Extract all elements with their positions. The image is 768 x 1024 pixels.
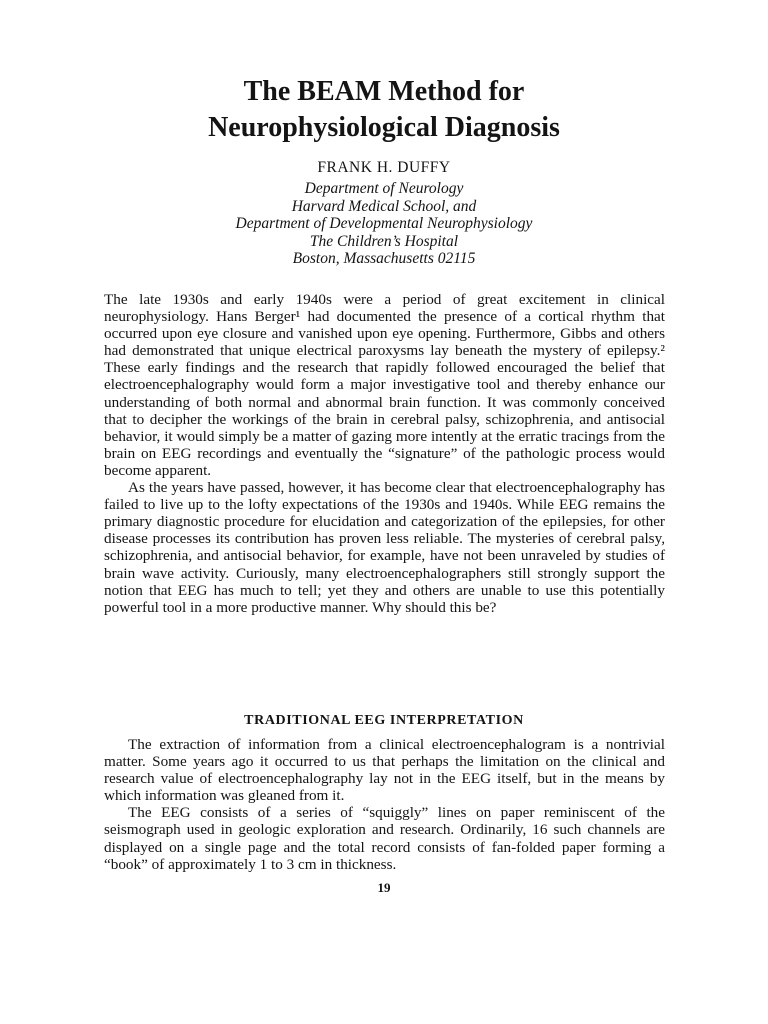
author-affiliation [0,180,768,268]
author-name: FRANK H. DUFFY [317,159,451,176]
body-paragraph: As the years have passed, however, it has become clear that electroencephalography has failed to live up to the lofty expectations of the 1930s and 1940s. While EEG remains the primary diagnostic procedure for elucidation and categorization of the epilepsies, for other disease processes its contribution has proven less reliable. The mysteries of cerebral palsy, schizophrenia, and antisocial behavior, for example, have not been unraveled by studies of brain wave activity. Curiously, many electroencephalographers still strongly support the notion that EEG has much to tell; yet they and others are unable to use this potentially powerful tool in a more productive manner. Why should this be? [104,479,665,616]
paper-title-line-2: Neurophysiological Diagnosis [208,112,560,143]
section-heading: TRADITIONAL EEG INTERPRETATION [244,712,524,728]
page-number: 19 [377,880,391,895]
section-text [104,736,665,873]
affiliation-line: Department of Neurology [304,180,464,197]
body-paragraph: The extraction of information from a clinical electroencephalogram is a nontrivial matter. Some years ago it occurred to us that perhaps the limitation on the clinical and research value of electroencephalography lay not in the EEG itself, but in the means by which information was gleaned from it. [104,736,665,805]
body-paragraph: The EEG consists of a series of “squiggly” lines on paper reminiscent of the seismograph used in geologic exploration and research. Ordinarily, 16 such channels are displayed on a single page and the total record consists of fan-folded paper forming a “book” of approximately 1 to 3 cm in thickness. [104,804,665,873]
introduction-text [104,291,665,616]
affiliation-line: Boston, Massachusetts 02115 [292,250,476,268]
affiliation-line: The Children’s Hospital [309,232,459,250]
affiliation-line: Department of Developmental Neurophysiology [235,215,533,233]
paper-title-line-1: The BEAM Method for [243,76,525,107]
body-paragraph: The late 1930s and early 1940s were a period of great excitement in clinical neurophysiology. Hans Berger¹ had documented the presence of a cortical rhythm that occurred upon eye closure and vanished upon eye opening. Furthermore, Gibbs and others had demonstrated that unique electrical paroxysms lay beneath the mystery of epilepsy.² These early findings and the research that rapidly followed encouraged the belief that electroencephalography would form a major investigative tool and thereby enhance our understanding of both normal and abnormal brain function. It was commonly conceived that to decipher the workings of the brain in cerebral palsy, schizophrenia, and antisocial behavior, it would simply be a matter of gazing more intently at the erratic tracings from the brain on EEG recordings and eventually the “signature” of the pathologic process would become apparent. [104,291,665,479]
affiliation-line: Harvard Medical School, and [291,197,477,215]
